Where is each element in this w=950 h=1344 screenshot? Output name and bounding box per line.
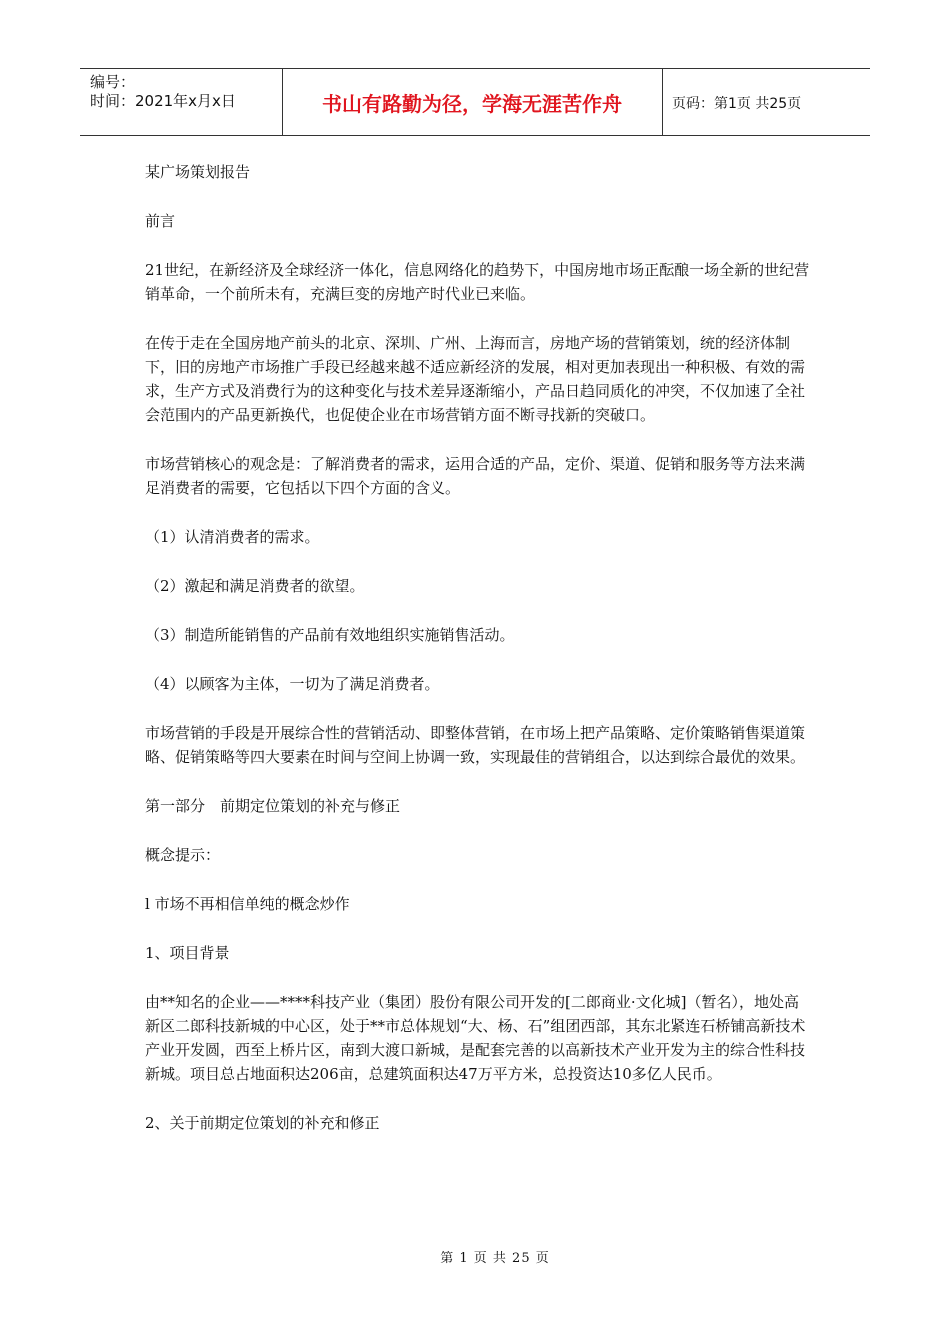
header-divider-right: [662, 69, 663, 136]
body-paragraph: 在传于走在全国房地产前头的北京、深圳、广州、上海而言，房地产场的营销策划，统的经济体制下，旧的房地产市场推广手段已经越来越不适应新经济的发展，相对更加表现出一种积极、有效的需求，生产方式及消费行为的这种变化与技术差异逐渐缩小，产品日趋同质化的冲突，不仅加速了全社会范围内的产品更新换代，也促使企业在市场营销方面不断寻找新的突破口。: [145, 334, 806, 424]
list-item: （1）认清消费者的需求。: [145, 528, 320, 546]
section-heading-part-one: 第一部分 前期定位策划的补充与修正: [145, 797, 401, 815]
page-header: [80, 68, 870, 136]
subheading-positioning-revision: 2、关于前期定位策划的补充和修正: [145, 1114, 380, 1132]
list-item: （2）激起和满足消费者的欲望。: [145, 577, 365, 595]
header-page-info: 页码：第1页 共25页: [672, 95, 802, 112]
body-paragraph: 由**知名的企业——****科技产业（集团）股份有限公司开发的[二郎商业·文化城]（暂名），地处高新区二郎科技新城的中心区，处于**市总体规划“大、杨、石”组团西部，其东北紧连石桥铺高新技术产业开发圆，西至上桥片区，南到大渡口新城，是配套完善的以高新技术产业开发为主的综合性科技新城。项目总占地面积达206亩，总建筑面积达47万平方米，总投资达10多亿人民币。: [145, 993, 806, 1083]
header-meta: [90, 73, 236, 111]
document-date: 时间：2021年x月x日: [90, 92, 236, 110]
document-number-label: 编号：: [90, 73, 136, 91]
document-body: [145, 160, 810, 1160]
bullet-item: l 市场不再相信单纯的概念炒作: [145, 895, 350, 913]
body-paragraph: 21世纪，在新经济及全球经济一体化，信息网络化的趋势下，中国房地市场正酝酿一场全新的世纪营销革命，一个前所未有，充满巨变的房地产时代业已来临。: [145, 261, 810, 303]
body-paragraph: 市场营销的手段是开展综合性的营销活动、即整体营销，在市场上把产品策略、定价策略销售渠道策略、促销策略等四大要素在时间与空间上协调一致，实现最佳的营销组合，以达到综合最优的效果。: [145, 724, 806, 766]
document-title: 某广场策划报告: [145, 163, 251, 181]
section-heading-preface: 前言: [145, 212, 176, 230]
concept-hint-label: 概念提示：: [145, 846, 221, 864]
page-footer: 第 1 页 共 25 页: [440, 1251, 550, 1266]
header-motto: 书山有路勤为径，学海无涯苦作舟: [322, 92, 622, 116]
body-paragraph: 市场营销核心的观念是：了解消费者的需求，运用合适的产品，定价、渠道、促销和服务等方法来满足消费者的需要，它包括以下四个方面的含义。: [145, 455, 806, 497]
list-item: （4）以顾客为主体，一切为了满足消费者。: [145, 675, 440, 693]
list-item: （3）制造所能销售的产品前有效地组织实施销售活动。: [145, 626, 515, 644]
subheading-project-background: 1、项目背景: [145, 944, 230, 962]
